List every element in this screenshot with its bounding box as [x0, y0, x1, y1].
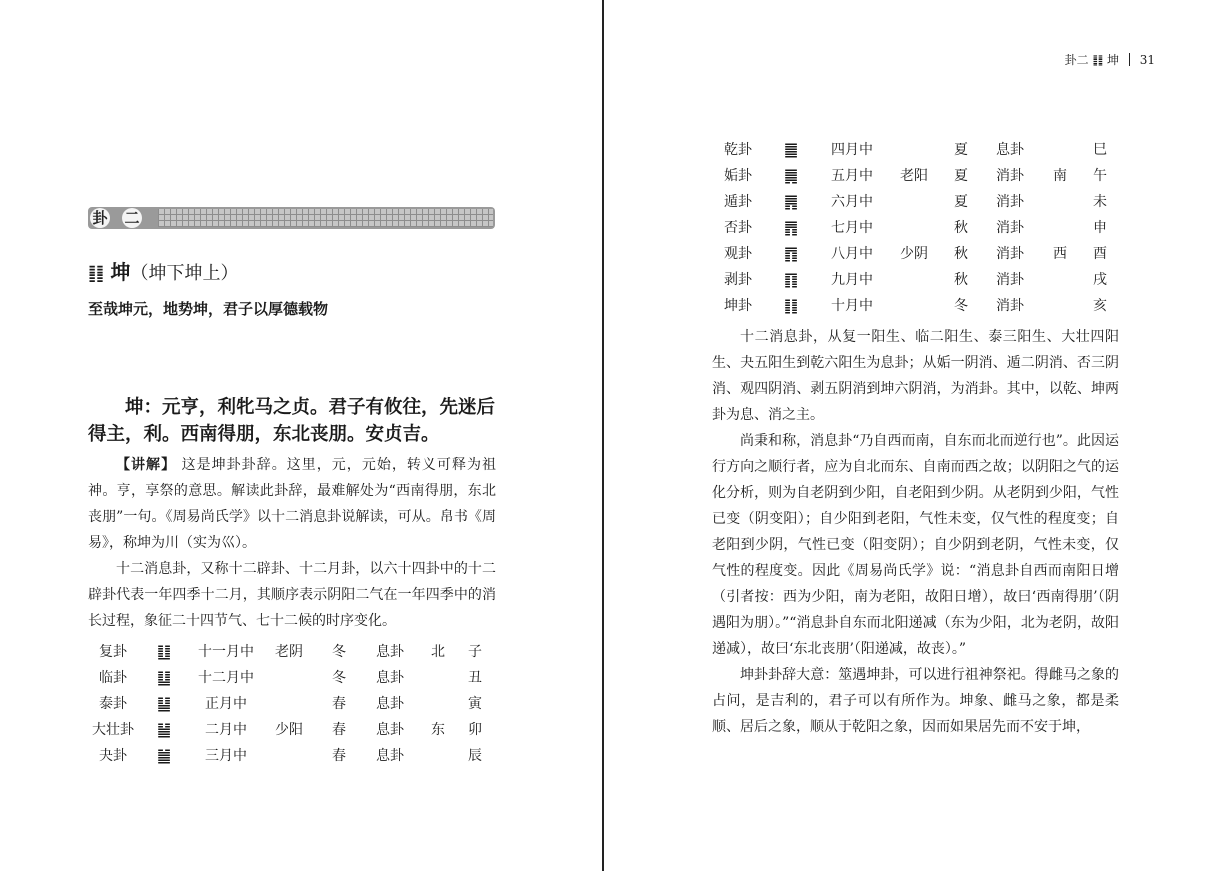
hexagram-name-cell: 观卦 [724, 246, 752, 262]
hexagram-name-cell: 否卦 [724, 220, 752, 236]
season-cell: 春 [332, 722, 346, 738]
banner-fret-pattern [158, 209, 493, 227]
month-cell: 十月中 [831, 298, 873, 314]
direction-cell [1038, 293, 1082, 319]
type-cell: 息卦 [376, 696, 404, 712]
table-row [88, 665, 492, 691]
hexagram-symbol-icon: ䷁ [783, 296, 799, 315]
hexagram-symbol-icon: ䷋ [783, 218, 799, 237]
explanation-paragraph-2: 十二消息卦，又称十二辟卦、十二月卦，以六十四卦中的十二辟卦代表一年四季十二月，其顺序表示阴阳二气在一年四季中的消长过程，象征二十四节气、七十二候的时序变化。 [88, 561, 496, 629]
hexagram-symbol-icon: ䷓ [783, 244, 799, 263]
yinyang-cell [888, 267, 940, 293]
branch-cell: 丑 [468, 670, 482, 686]
explanation-lead: 【讲解】 [116, 457, 177, 473]
xiaoxi-table-left [88, 639, 492, 769]
month-cell: 九月中 [831, 272, 873, 288]
right-body-text [712, 324, 1119, 740]
branch-cell: 卯 [468, 722, 482, 738]
header-divider [1129, 53, 1130, 66]
month-cell: 二月中 [205, 722, 247, 738]
hexagram-symbol-icon: ䷪ [156, 746, 172, 765]
branch-cell: 辰 [468, 748, 482, 764]
table-row [710, 241, 1118, 267]
hexagram-symbol-icon: ䷫ [783, 166, 799, 185]
direction-cell [1038, 189, 1082, 215]
hexagram-name-cell: 泰卦 [99, 696, 127, 712]
season-cell: 春 [332, 748, 346, 764]
month-cell: 四月中 [831, 142, 873, 158]
direction-cell [418, 743, 458, 769]
month-cell: 八月中 [831, 246, 873, 262]
branch-cell: 申 [1093, 220, 1107, 236]
branch-cell: 未 [1093, 194, 1107, 210]
table-row [710, 215, 1118, 241]
hexagram-symbol-icon: ䷊ [156, 694, 172, 713]
type-cell: 消卦 [996, 246, 1024, 262]
season-cell: 夏 [954, 142, 968, 158]
hexagram-name-cell: 剥卦 [724, 272, 752, 288]
month-cell: 正月中 [205, 696, 247, 712]
table-row [710, 189, 1118, 215]
type-cell: 息卦 [376, 748, 404, 764]
hexagram-subtitle: （坤下坤上） [130, 263, 239, 284]
branch-cell: 戌 [1093, 272, 1107, 288]
hexagram-symbol-icon: ䷡ [156, 720, 172, 739]
motto: 至哉坤元，地势坤，君子以厚德载物 [88, 300, 329, 318]
table-row [88, 691, 492, 717]
season-cell: 夏 [954, 168, 968, 184]
hexagram-symbol-icon: ䷠ [783, 192, 799, 211]
yinyang-cell: 老阴 [275, 644, 303, 660]
banner-label-number: 二 [122, 208, 142, 228]
hexagram-title [88, 258, 239, 288]
right-paragraph-3: 坤卦卦辞大意：筮遇坤卦，可以进行祖神祭祀。得雌马之象的占问，是吉利的，君子可以有所作为。坤象、雌马之象，都是柔顺、居后之象，顺从于乾阳之象，因而如果居先而不安于坤， [712, 667, 1119, 735]
right-paragraph-2: 尚秉和称，消息卦“乃自西而南，自东而北而逆行也”。此因运行方向之顺行者，应为自北而东、自南而西之故；以阴阳之气的运化分析，则为自老阴到少阳，自老阳到少阴。从老阴到少阳，气性已变（阴变阳）；自少阳到老阳，气性未变，仅气性的程度变；自老阳到少阴，气性已变（阳变阴）；自少阴到老阴，气性未变，仅气性的程度变。因此《周易尚氏学》说：“消息卦自西而南阳日增（引者按：西为少阳，南为老阳，故阳日增），故曰‘西南得朋’（阴遇阳为朋）。”“消息卦自东而北阳递减（东为少阳，北为老阴，故阳递减），故曰‘东北丧朋’（阳递减，故丧）。” [712, 433, 1119, 657]
direction-cell: 东 [431, 722, 445, 738]
explanation-text: 这是坤卦卦辞。这里，元，元始，转义可释为祖神。亨，享祭的意思。解读此卦辞，最难解处为“西南得朋，东北丧朋”一句。《周易尚氏学》以十二消息卦说解读，可从。帛书《周易》，称坤为川（实为巛）。 [88, 457, 497, 551]
season-cell: 春 [332, 696, 346, 712]
table-row [88, 639, 492, 665]
season-cell: 冬 [332, 644, 346, 660]
page-number: 31 [1139, 53, 1155, 67]
type-cell: 消卦 [996, 298, 1024, 314]
right-paragraph-1: 十二消息卦，从复一阳生、临二阳生、泰三阳生、大壮四阳生、夬五阳生到乾六阳生为息卦；从姤一阴消、遁二阴消、否三阴消、观四阴消、剥五阴消到坤六阴消，为消卦。其中，以乾、坤两卦为息、消之主。 [712, 329, 1119, 423]
table-row [710, 293, 1118, 319]
direction-cell [1038, 215, 1082, 241]
hexagram-name-cell: 夬卦 [99, 748, 127, 764]
month-cell: 十一月中 [198, 644, 254, 660]
branch-cell: 亥 [1093, 298, 1107, 314]
yinyang-cell [888, 189, 940, 215]
hexagram-name-cell: 姤卦 [724, 168, 752, 184]
table-row [710, 163, 1118, 189]
month-cell: 六月中 [831, 194, 873, 210]
branch-cell: 子 [468, 644, 482, 660]
hexagram-name-cell: 复卦 [99, 644, 127, 660]
branch-cell: 巳 [1093, 142, 1107, 158]
season-cell: 秋 [954, 272, 968, 288]
type-cell: 消卦 [996, 168, 1024, 184]
type-cell: 息卦 [996, 142, 1024, 158]
hexagram-name-cell: 大壮卦 [92, 722, 134, 738]
month-cell: 三月中 [205, 748, 247, 764]
header-hexagram-icon: ䷁ [1092, 53, 1104, 67]
kun-hexagram-icon: ䷁ [88, 263, 105, 284]
season-cell: 秋 [954, 220, 968, 236]
yinyang-cell [888, 137, 940, 163]
type-cell: 息卦 [376, 644, 404, 660]
hexagram-symbol-icon: ䷀ [783, 140, 799, 159]
yinyang-cell: 少阴 [900, 246, 928, 262]
judgment-text: 坤：元亨，利牝马之贞。君子有攸往，先迷后得主，利。西南得朋，东北丧朋。安贞吉。 [88, 397, 496, 445]
hexagram-name-cell: 坤卦 [724, 298, 752, 314]
table-row [88, 717, 492, 743]
type-cell: 息卦 [376, 670, 404, 686]
month-cell: 十二月中 [198, 670, 254, 686]
direction-cell: 西 [1053, 246, 1067, 262]
table-row [710, 267, 1118, 293]
explanation-paragraph-1 [88, 452, 496, 556]
header-hexagram-name: 坤 [1107, 53, 1120, 67]
yinyang-cell: 老阳 [900, 168, 928, 184]
xiaoxi-table-right [710, 137, 1118, 319]
direction-cell [1038, 137, 1082, 163]
hexagram-symbol-icon: ䷒ [156, 668, 172, 687]
yinyang-cell: 少阳 [275, 722, 303, 738]
type-cell: 消卦 [996, 194, 1024, 210]
hexagram-symbol-icon: ䷗ [156, 642, 172, 661]
direction-cell [418, 665, 458, 691]
table-row [88, 743, 492, 769]
yinyang-cell [262, 743, 316, 769]
yinyang-cell [888, 293, 940, 319]
explanation-section [88, 452, 496, 634]
table-row [710, 137, 1118, 163]
banner-label-gua: 卦 [90, 208, 110, 228]
direction-cell [418, 691, 458, 717]
season-cell: 夏 [954, 194, 968, 210]
hexagram-name-cell: 遁卦 [724, 194, 752, 210]
branch-cell: 午 [1093, 168, 1107, 184]
chapter-banner [88, 207, 495, 229]
hexagram-name-cell: 乾卦 [724, 142, 752, 158]
left-page [0, 0, 602, 871]
direction-cell [1038, 267, 1082, 293]
direction-cell: 北 [431, 644, 445, 660]
season-cell: 冬 [332, 670, 346, 686]
month-cell: 七月中 [831, 220, 873, 236]
branch-cell: 酉 [1093, 246, 1107, 262]
type-cell: 息卦 [376, 722, 404, 738]
hexagram-name: 坤 [110, 260, 131, 284]
season-cell: 秋 [954, 246, 968, 262]
season-cell: 冬 [954, 298, 968, 314]
yinyang-cell [262, 665, 316, 691]
running-header [1065, 52, 1155, 68]
branch-cell: 寅 [468, 696, 482, 712]
header-chapter: 卦二 [1064, 53, 1089, 67]
hexagram-name-cell: 临卦 [99, 670, 127, 686]
direction-cell: 南 [1053, 168, 1067, 184]
type-cell: 消卦 [996, 272, 1024, 288]
yinyang-cell [262, 691, 316, 717]
yinyang-cell [888, 215, 940, 241]
month-cell: 五月中 [831, 168, 873, 184]
type-cell: 消卦 [996, 220, 1024, 236]
hexagram-symbol-icon: ䷖ [783, 270, 799, 289]
